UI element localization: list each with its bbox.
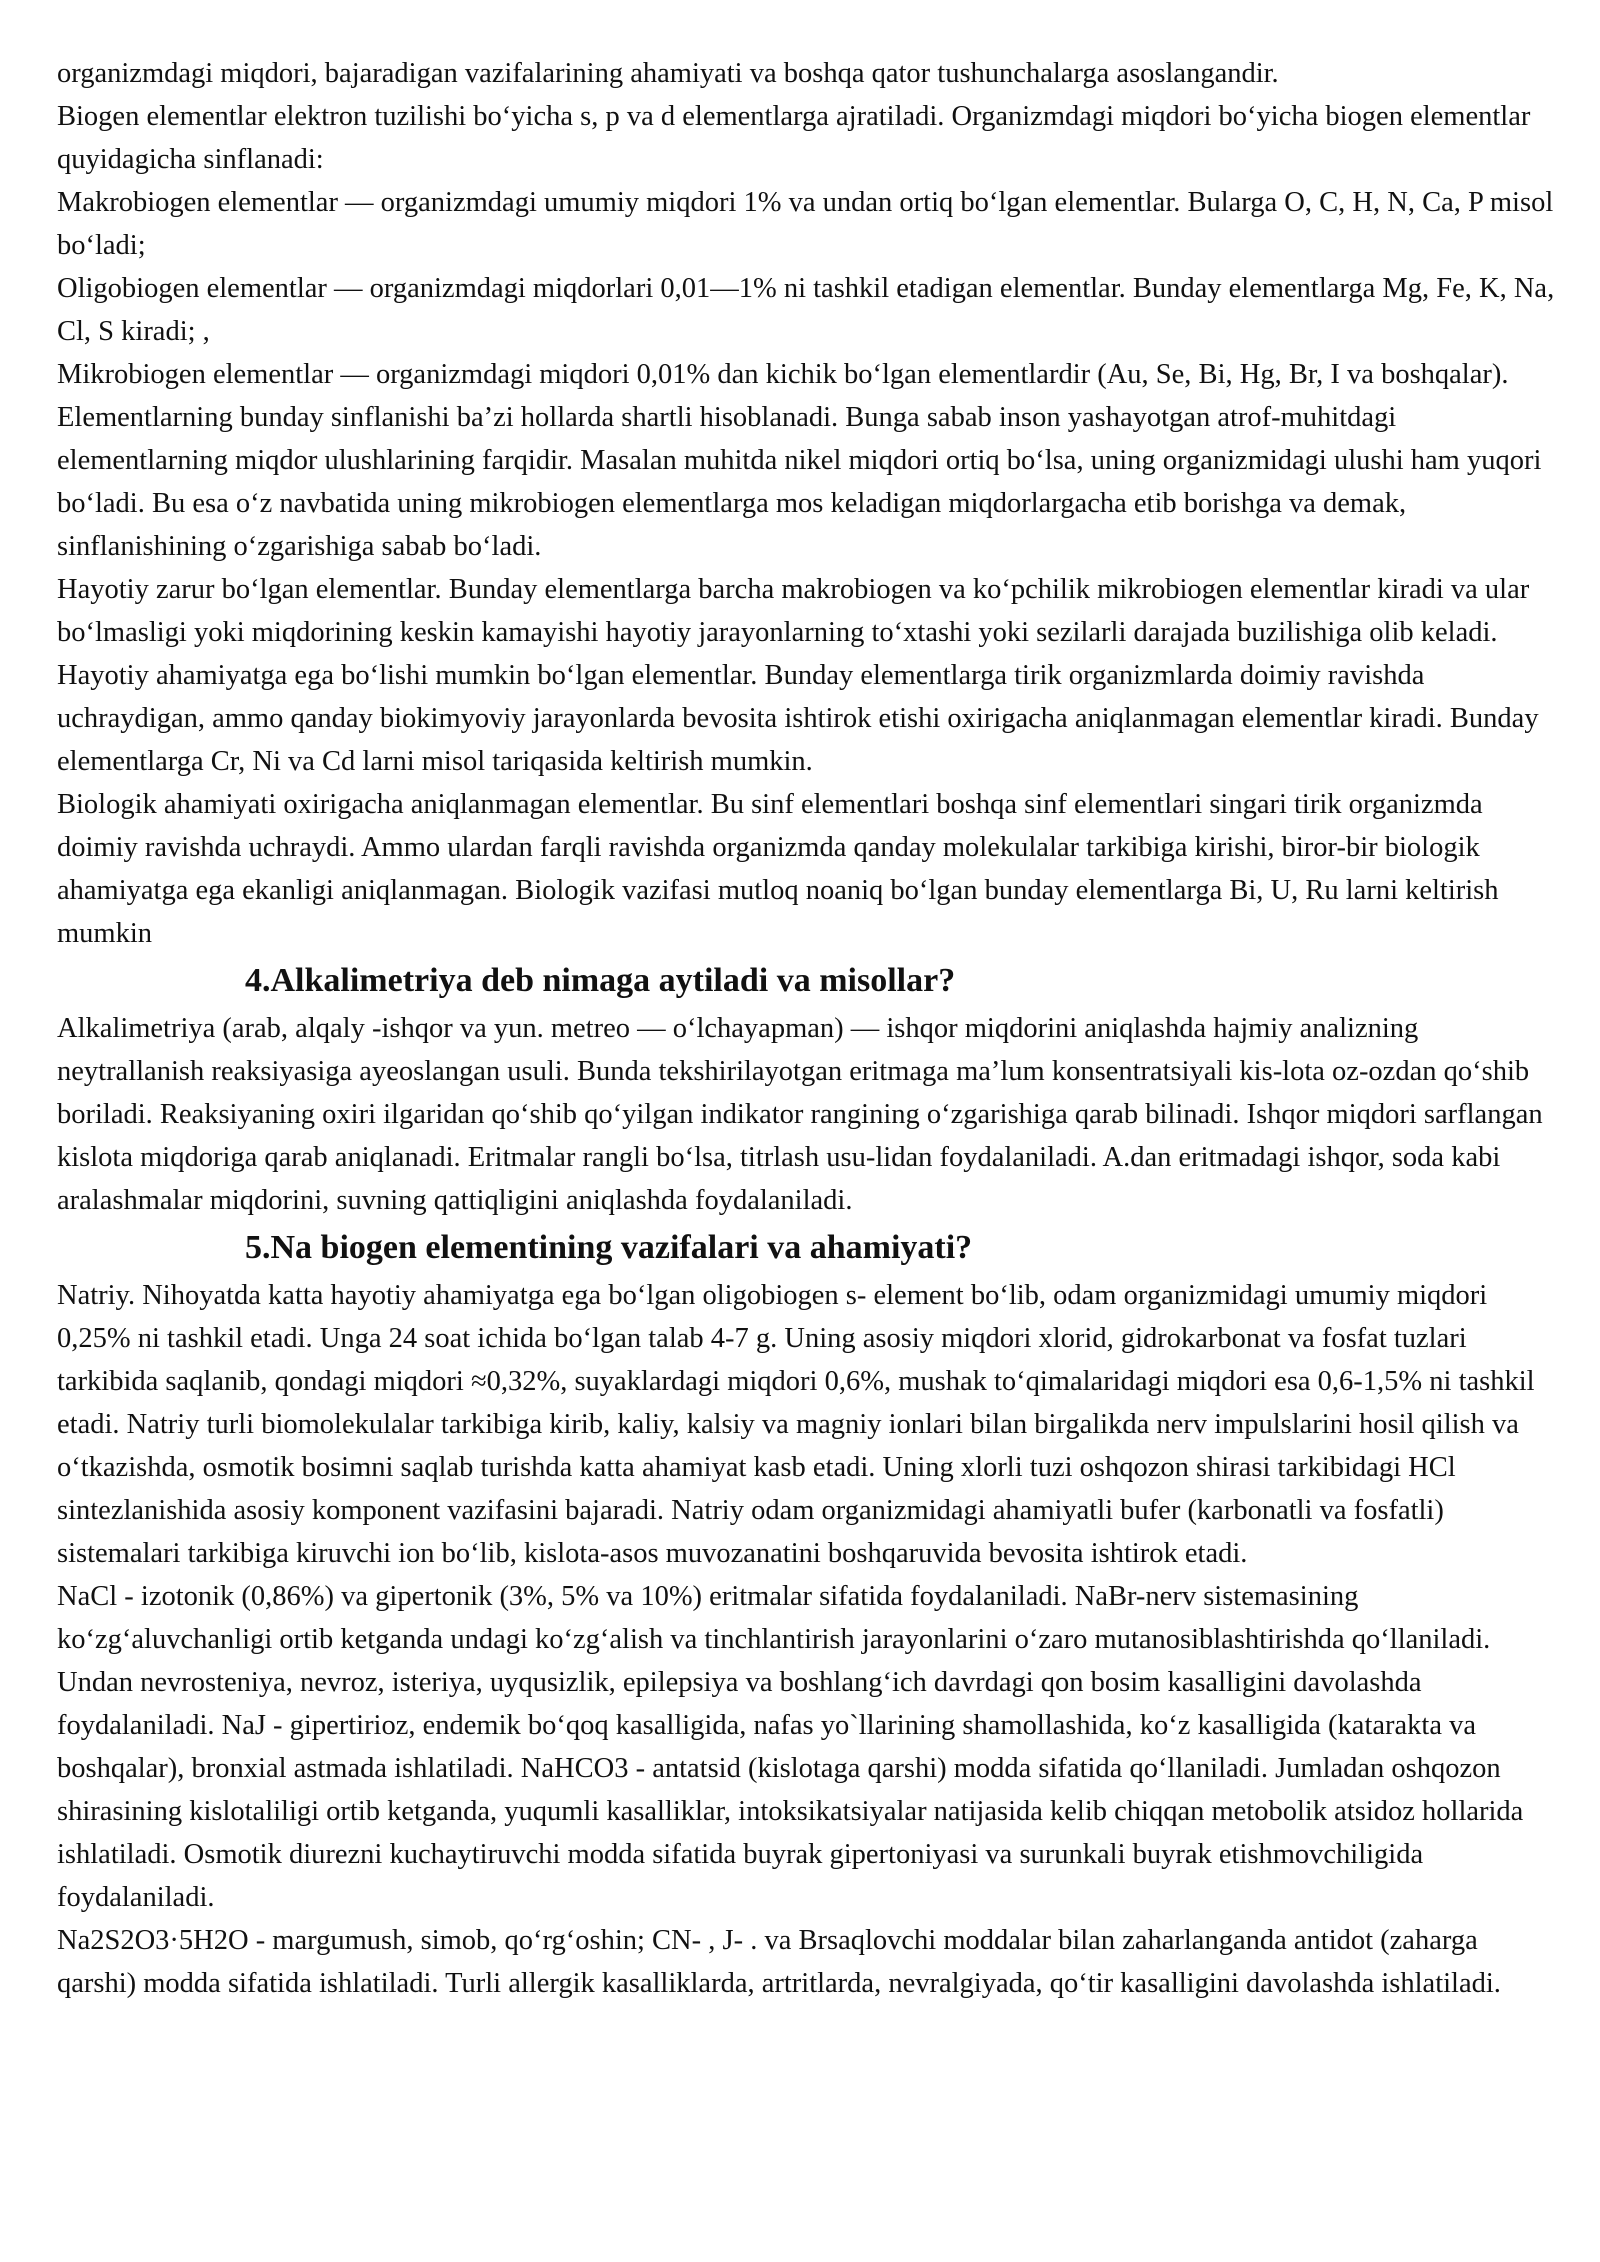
heading-alkalimetry: 4.Alkalimetriya deb nimaga aytiladi va misollar? [245, 962, 956, 999]
paragraph-intro-continuation: organizmdagi miqdori, bajaradigan vazifalarining ahamiyati va boshqa qator tushunchalarga asoslangandir. [57, 58, 1279, 89]
paragraph-sodium-thiosulfate: Na2S2O3·5H2O - margumush, simob, qo‘rg‘oshin; CN- , J- . va Brsaqlovchi moddalar bilan zaharlanganda antidot (zaharga qarshi) modda sifatida ishlatiladi. Turli allergik kasalliklarda, artritlarda, nevralgiyada, qo‘tir kasalligini davolashda ishlatiladi. [57, 1925, 1501, 1999]
paragraph-sodium-role: Natriy. Nihoyatda katta hayotiy ahamiyatga ega bo‘lgan oligobiogen s- element bo‘lib, odam organizmidagi umumiy miqdori 0,25% ni tashkil etadi. Unga 24 soat ichida bo‘lgan talab 4-7 g. Uning asosiy miqdori xlorid, gidrokarbonat va fosfat tuzlari tarkibida saqlanib, qondagi miqdori ≈0,32%, suyaklardagi miqdori 0,6%, mushak to‘qimalaridagi miqdori esa 0,6-1,5% ni tashkil etadi. Natriy turli biomolekulalar tarkibiga kirib, kaliy, kalsiy va magniy ionlari bilan birgalikda nerv impulslarini hosil qilish va o‘tkazishda, osmotik bosimni saqlab turishda katta ahamiyat kasb etadi. Uning xlorli tuzi oshqozon shirasi tarkibidagi HCl sintezlanishida asosiy komponent vazifasini bajaradi. Natriy odam organizmidagi ahamiyatli bufer (karbonatli va fosfatli) sistemalari tarkibiga kiruvchi ion bo‘lib, kislota-asos muvozanatini boshqaruvida bevosita ishtirok etadi. [57, 1280, 1535, 1569]
paragraph-biogen-classification: Biogen elementlar elektron tuzilishi bo‘yicha s, p va d elementlarga ajratiladi. Organizmdagi miqdori bo‘yicha biogen elementlar quyidagicha sinflanadi: [57, 101, 1531, 175]
paragraph-microbiogen: Mikrobiogen elementlar — organizmdagi miqdori 0,01% dan kichik bo‘lgan elementlardir (Au, Se, Bi, Hg, Br, I va boshqalar). Elementlarning bunday sinflanishi ba’zi hollarda shartli hisoblanadi. Bunga sabab inson yashayotgan atrof-muhitdagi elementlarning miqdor ulushlarining farqidir. Masalan muhitda nikel miqdori ortiq bo‘lsa, uning organizmidagi ulushi ham yuqori bo‘ladi. Bu esa o‘z navbatida uning mikrobiogen elementlarga mos keladigan miqdorlargacha etib borishga va demak, sinflanishining o‘zgarishiga sabab bo‘ladi. [57, 359, 1542, 562]
paragraph-sodium-compounds: NaCl - izotonik (0,86%) va gipertonik (3%, 5% va 10%) eritmalar sifatida foydalaniladi. NaBr-nerv sistemasining ko‘zg‘aluvchanligi ortib ketganda undagi ko‘zg‘alish va tinchlantirish jarayonlarini o‘zaro mutanosiblashtirishda qo‘llaniladi. Undan nevrosteniya, nevroz, isteriya, uyqusizlik, epilepsiya va boshlang‘ich davrdagi qon bosim kasalligini davolashda foydalaniladi. NaJ - gipertirioz, endemik bo‘qoq kasalligida, nafas yo`llarining shamollashida, ko‘z kasalligida (katarakta va boshqalar), bronxial astmada ishlatiladi. NaHCO3 - antatsid (kislotaga qarshi) modda sifatida qo‘llaniladi. Jumladan oshqozon shirasining kislotaliligi ortib ketganda, yuqumli kasalliklar, intoksikatsiyalar natijasida kelib chiqqan metobolik atsidoz hollarida ishlatiladi. Osmotik diurezni kuchaytiruvchi modda sifatida buyrak gipertoniyasi va surunkali buyrak etishmovchiligida foydalaniladi. [57, 1581, 1524, 1913]
paragraph-macrobiogen: Makrobiogen elementlar — organizmdagi umumiy miqdori 1% va undan ortiq bo‘lgan elementlar. Bularga O, C, H, N, Ca, P misol bo‘ladi; [57, 187, 1554, 261]
paragraph-oligobiogen: Oligobiogen elementlar — organizmdagi miqdorlari 0,01—1% ni tashkil etadigan elementlar. Bunday elementlarga Mg, Fe, K, Na, Cl, S kiradi; , [57, 273, 1555, 347]
paragraph-possibly-vital-elements: Hayotiy ahamiyatga ega bo‘lishi mumkin bo‘lgan elementlar. Bunday elementlarga tirik organizmlarda doimiy ravishda uchraydigan, ammo qanday biokimyoviy jarayonlarda bevosita ishtirok etishi oxirigacha aniqlanmagan elementlar kiradi. Bunday elementlarga Cr, Ni va Cd larni misol tariqasida keltirish mumkin. [57, 660, 1539, 777]
heading-sodium: 5.Na biogen elementining vazifalari va ahamiyati? [245, 1229, 973, 1266]
paragraph-alkalimetry: Alkalimetriya (arab, alqaly -ishqor va yun. metreo — o‘lchayapman) — ishqor miqdorini aniqlashda hajmiy analizning neytrallanish reaksiyasiga ayeoslangan usuli. Bunda tekshirilayotgan eritmaga ma’lum konsentratsiyali kis-lota oz-ozdan qo‘shib boriladi. Reaksiyaning oxiri ilgaridan qo‘shib qo‘yilgan indikator rangining o‘zgarishiga qarab bilinadi. Ishqor miqdori sarflangan kislota miqdoriga qarab aniqlanadi. Eritmalar rangli bo‘lsa, titrlash usu-lidan foydalaniladi. A.dan eritmadagi ishqor, soda kabi aralashmalar miqdorini, suvning qattiqligini aniqlashda foydalaniladi. [57, 1013, 1543, 1216]
paragraph-vital-elements: Hayotiy zarur bo‘lgan elementlar. Bunday elementlarga barcha makrobiogen va ko‘pchilik mikrobiogen elementlar kiradi va ular bo‘lmasligi yoki miqdorining keskin kamayishi hayotiy jarayonlarning to‘xtashi yoki sezilarli darajada buzilishiga olib keladi. [57, 574, 1530, 648]
document-page [57, 52, 1557, 2005]
paragraph-undetermined-elements: Biologik ahamiyati oxirigacha aniqlanmagan elementlar. Bu sinf elementlari boshqa sinf elementlari singari tirik organizmda doimiy ravishda uchraydi. Ammo ulardan farqli ravishda organizmda qanday molekulalar tarkibiga kirishi, biror-bir biologik ahamiyatga ega ekanligi aniqlanmagan. Biologik vazifasi mutloq noaniq bo‘lgan bunday elementlarga Bi, U, Ru larni keltirish mumkin [57, 789, 1499, 949]
